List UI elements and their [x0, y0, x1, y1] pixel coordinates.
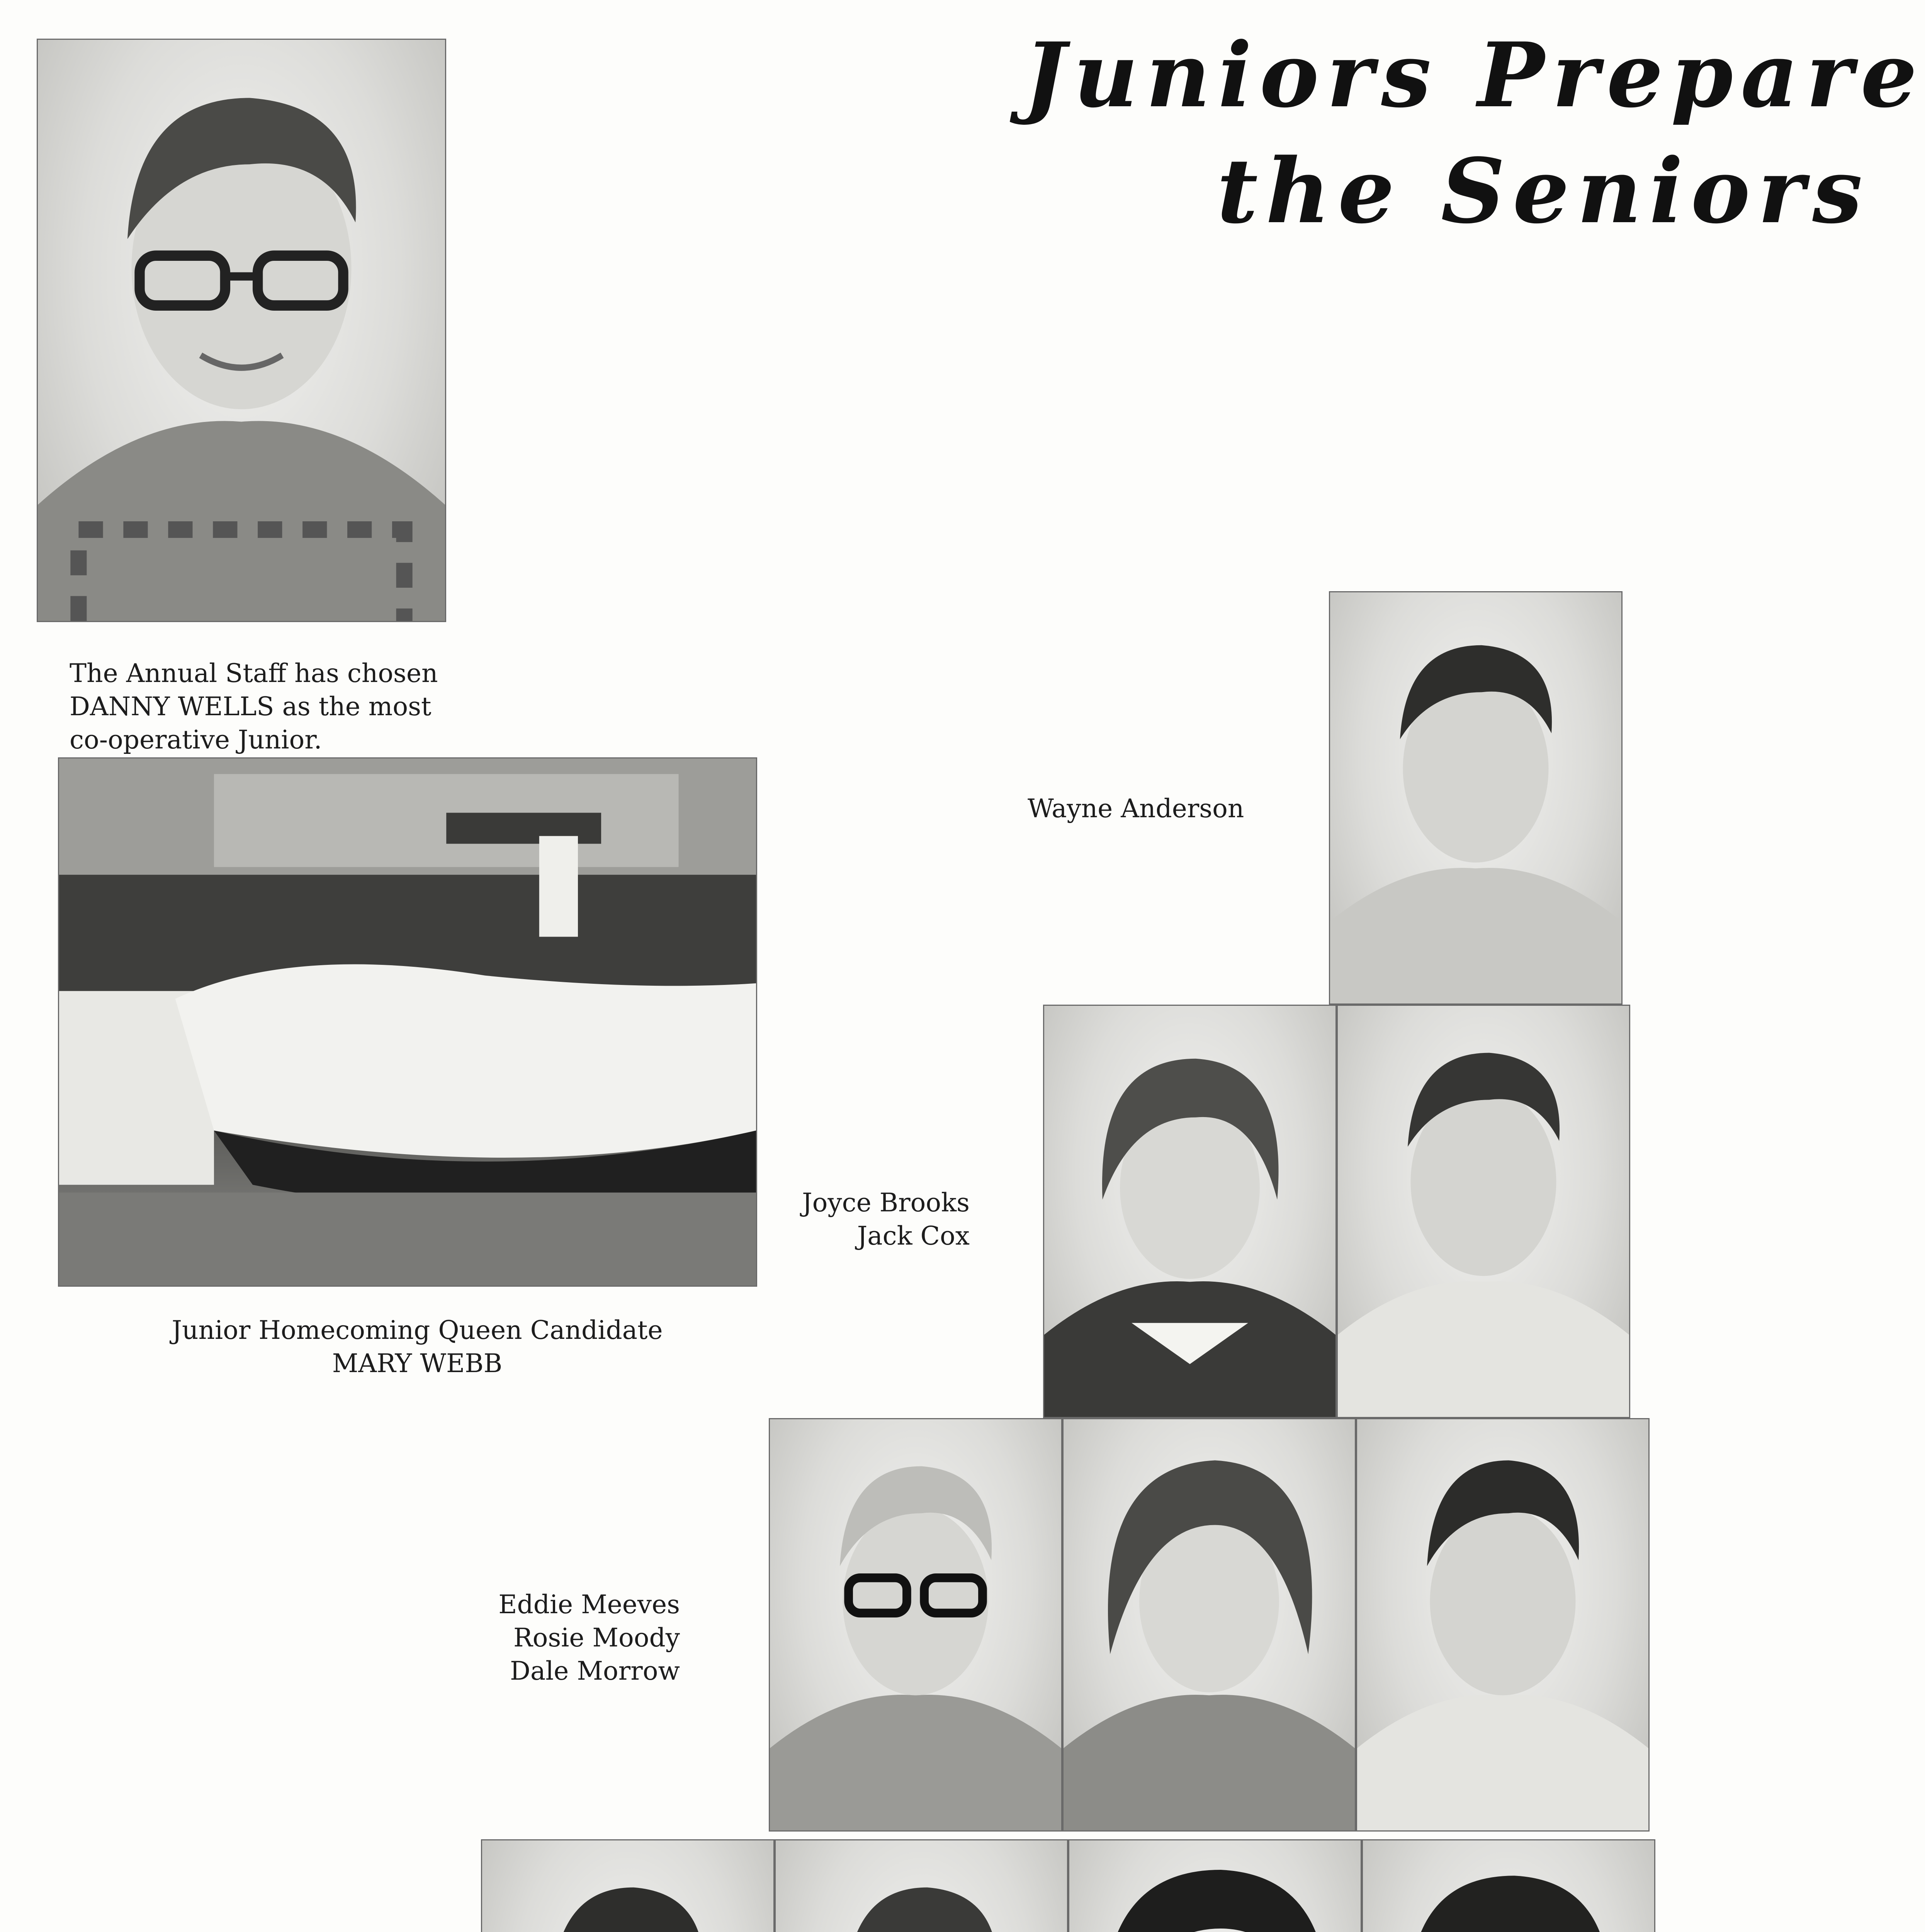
student-portrait-photo: [1362, 1839, 1655, 1932]
student-name: Joyce Brooks: [802, 1188, 970, 1218]
student-name: Rosie Moody: [513, 1623, 680, 1653]
student-portrait-photo: [769, 1418, 1062, 1832]
student-portrait-photo: [1356, 1418, 1650, 1832]
student-name: Eddie Meeves: [498, 1590, 680, 1619]
student-name: Dale Morrow: [510, 1656, 680, 1686]
page-title-line-1: Juniors Prepare: [1024, 23, 1925, 128]
caption-line: MARY WEBB: [332, 1349, 503, 1378]
student-portrait-photo: [481, 1839, 775, 1932]
name-caption-group-2: [753, 1186, 970, 1253]
student-portrait-photo: [1062, 1418, 1356, 1832]
student-portrait-photo: [775, 1839, 1068, 1932]
homecoming-float-photo: [58, 757, 757, 1287]
featured-caption: [70, 657, 438, 757]
student-portrait-photo: [1043, 1005, 1337, 1418]
student-portrait-photo: [1329, 591, 1623, 1005]
homecoming-caption: [162, 1314, 672, 1380]
name-caption-group-3: [464, 1588, 680, 1688]
student-portrait-photo: [1068, 1839, 1362, 1932]
caption-line: The Annual Staff has chosen: [70, 658, 438, 688]
caption-line: DANNY WELLS as the most: [70, 692, 432, 721]
featured-portrait-photo: [37, 39, 446, 622]
caption-line: co-operative Junior.: [70, 725, 322, 755]
name-caption-group-1: [1028, 792, 1244, 825]
page-title-line-2: the Seniors: [1217, 139, 1870, 243]
student-name: Wayne Anderson: [1028, 794, 1244, 823]
student-portrait-photo: [1337, 1005, 1630, 1418]
student-name: Jack Cox: [857, 1221, 970, 1251]
caption-line: Junior Homecoming Queen Candidate: [172, 1315, 663, 1345]
